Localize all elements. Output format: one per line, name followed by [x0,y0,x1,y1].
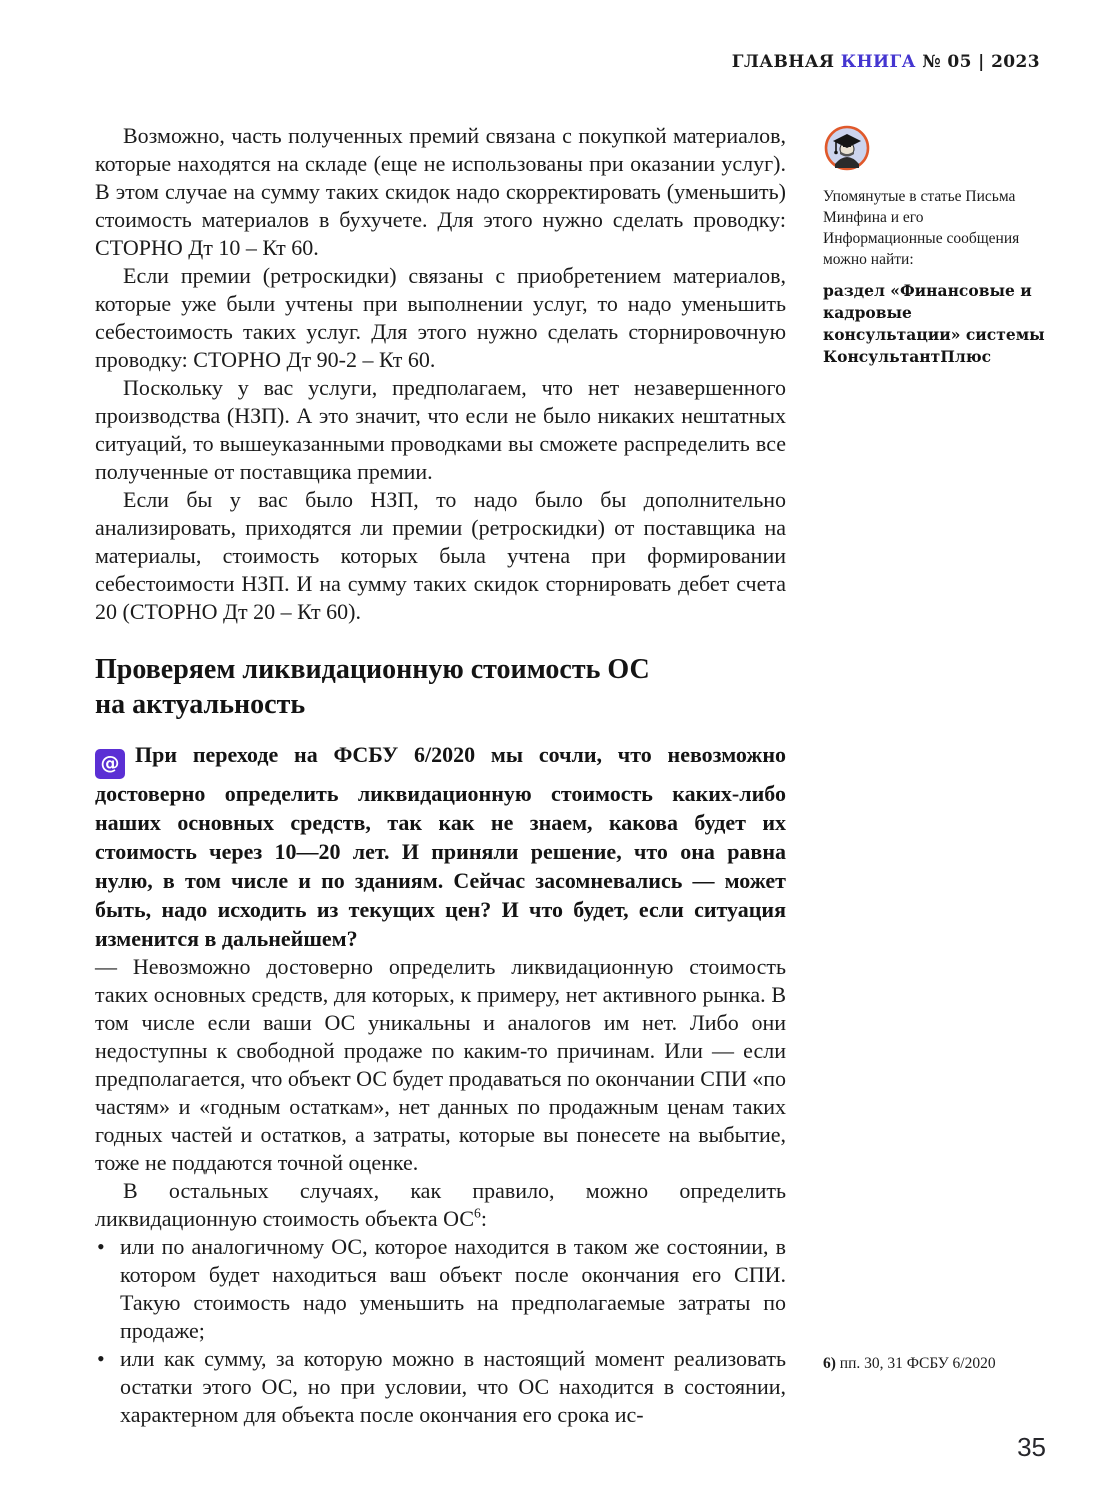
reader-question-text: При переходе на ФСБУ 6/2020 мы сочли, что невозможно достоверно определить ликвидационную стоимость каких-либо наших основных средств, так как не знаем, какова будет их стоимость через 10—20 лет. И приняли решение, что она равна нулю, в том числе и по зданиям. Сейчас засомневались — может быть, надо исходить из текущих цен? И что будет, если ситуация изменится в дальнейшем? [95,742,786,951]
body-paragraph: Поскольку у вас услуги, предполагаем, что нет незавершенного производства (НЗП). А это значит, что если не было никаких нештатных ситуаций, то вышеуказанными проводками вы сможете распределить все полученные от поставщика премии. [95,375,786,484]
body-paragraph: Если бы у вас было НЗП, то надо было бы дополнительно анализировать, приходятся ли премии (ретроскидки) от поставщика на материалы, стоимость которых была учтена при формировании себестоимости НЗП. И на сумму таких скидок сторнировать дебет счета 20 (СТОРНО Дт 20 – Кт 60). [95,487,786,624]
list-item-text: или по аналогичному ОС, которое находится в таком же состоянии, в котором будет находиться ваш объект после окончания его СПИ. Такую стоимость надо уменьшить на предполагаемые затраты по продаже; [120,1233,786,1343]
list-item [95,1233,786,1345]
body-paragraph: Возможно, часть полученных премий связана с покупкой материалов, которые находятся на складе (еще не использованы при оказании услуг). В этом случае на сумму таких скидок надо скорректировать (уменьшить) стоимость материалов в бухучете. Для этого нужно сделать проводку: СТОРНО Дт 10 – Кт 60. [95,123,786,260]
answer-text-after-footnote: : [480,1205,487,1231]
article-body [95,122,786,1429]
footnote-marker: 6) [823,1355,836,1372]
running-header [732,52,1040,72]
body-paragraph: Если премии (ретроскидки) связаны с приобретением материалов, которые уже были учтены при выполнении услуг, то надо уменьшить себестоимость таких услуг. Для этого нужно сделать сторнировочную проводку: СТОРНО Дт 90-2 – Кт 60. [95,263,786,372]
section-heading-line1: Проверяем ликвидационную стоимость ОС [95,654,650,685]
answer-text-before-footnote: В остальных случаях, как правило, можно определить ликвидационную стоимость объекта ОС [95,1177,786,1231]
footnote [823,1354,996,1374]
consultant-graduate-mascot-icon [823,124,871,172]
footnote-text: пп. 30, 31 ФСБУ 6/2020 [839,1355,996,1372]
bullet-marker: • [97,1345,105,1371]
sidebar-note [823,124,1045,368]
sidebar-note-text: Упомянутые в статье Письма Минфина и его Информационные сообщения можно найти: [823,188,1020,268]
brand-name-black: ГЛАВНАЯ [731,52,835,72]
bullet-marker: • [97,1233,105,1259]
brand-name-blue: КНИГА [840,52,916,72]
footnote-reference-marker: 6 [474,1205,481,1221]
section-heading-line2: на актуальность [95,689,306,720]
issue-number: № 05 | 2023 [922,52,1040,72]
reader-question [95,740,786,953]
list-item-text: или как сумму, за которую можно в настоящий момент реализовать остатки этого ОС, но при условии, что ОС находится в состоянии, характерном для объекта после окончания его срока ис- [120,1345,786,1427]
list-item [95,1345,786,1429]
bullet-list [95,1233,786,1429]
sidebar-note-reference: раздел «Финансовые и кадровые консультации» системы КонсультантПлюс [823,281,1045,366]
section-heading [95,652,786,722]
answer-paragraph-with-footnote [95,1177,786,1233]
answer-paragraph: — Невозможно достоверно определить ликвидационную стоимость таких основных средств, для которых, к примеру, нет активного рынка. В том числе если ваши ОС уникальны и аналогов им нет. Либо они недоступны к свободной продаже по каким-то причинам. Или — если предполагается, что объект ОС будет продаваться по окончании СПИ «по частям» и «годным остаткам», нет данных по продажным ценам таких годных частей и остатков, а затраты, которые вы понесете на выбытие, тоже не поддаются точной оценке. [95,953,786,1175]
page-number: 35 [1017,1432,1046,1462]
reader-question-at-icon: @ [95,749,125,779]
